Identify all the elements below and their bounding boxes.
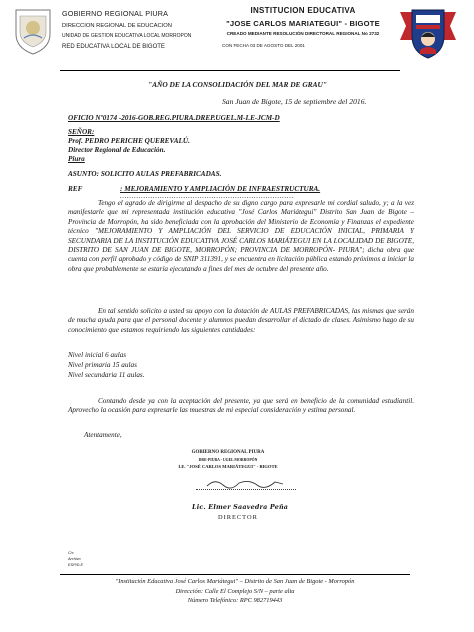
recipient-city: Piura <box>68 155 85 163</box>
school-crest-icon <box>398 6 458 62</box>
body-paragraph-2: En tal sentido solicito a usted su apoyo con la dotación de AULAS PREFABRICADAS, las mismas que serán de mucha ayuda para que el personal docente y alumnos puedan desarrollar el dictado de clases. Asimismo hago de su conocimiento que estamos requiriendo las siguientes cantidades: <box>68 307 414 334</box>
header-center-block <box>208 6 398 48</box>
oficio-number: OFICIO Nº0174 -2016-GOB.REG.PIURA.DREP.UGEL.M-I.E-JCM-D <box>68 114 280 122</box>
footer-phone: Número Telefónico: RPC 982719443 <box>187 597 283 604</box>
recipient-title: Director Regional de Educación. <box>68 146 166 154</box>
stamp-line-2: DRE-PIURA - UGEL MORROPÓN <box>198 458 258 462</box>
institution-stamp <box>148 450 308 469</box>
reference-dots: .......................................................................... <box>120 192 294 200</box>
signature-line <box>196 489 296 490</box>
stamp-line-3: I.E. "JOSÉ CARLOS MARIÁTEGUI" - BIGOTE <box>178 464 278 469</box>
initials-cc: C/c <box>68 551 74 555</box>
body-paragraph-1: Tengo el agrado de dirigirme al despacho de su digno cargo para expresarle mi cordial saludo, y; a la vez manifestarle que mi representada institución educativa "José Carlos Mariátegui" Distrito San Juan de Bigote – Provincia de Morropón, ha sido beneficiada con la aprobación del Ministerio de Economía y Finanzas el expediente técnico "MEJORAMIENTO Y AMPLIACIÓN DEL SERVICIO DE EDUCACIÓN INICIAL, PRIMARIA Y SECUNDARIA DE LA INSTITUCIÓN EDUCATIVA JOSÉ CARLOS MARIÁTEGUI EN LA LOCALIDAD DE BIGOTE, DISTRITO DE SAN JUAN DE BIGOTE, MORROPÓN; PROVINCIA DE MORROPÓN- PIURA"; dicha obra que cuenta con perfil aprobado y código de SNIP 311391, y se encuentra en licitación pública estando próximos a iniciar la obra que probablemente se estaría ejecutando a fines del mes de octubre del presente año. <box>68 199 414 273</box>
initials-archive: Archivo <box>68 557 81 561</box>
recipient-name: Prof. PEDRO PERICHE QUEREVALÚ. <box>68 137 190 145</box>
body-paragraph-3: Contando desde ya con la aceptación del presente, ya que será en beneficio de la comunidad estudiantil. Aprovecho la ocasión para expresarle las muestras de mi especial consideración y estima personal. <box>68 397 414 415</box>
header-institution-type: INSTITUCION EDUCATIVA <box>250 6 356 15</box>
initials-ref: ESP/D.E <box>68 563 83 567</box>
header-red-line: RED EDUCATIVA LOCAL DE BIGOTE <box>62 44 165 50</box>
list-item: Nivel primaria 15 aulas <box>68 361 137 369</box>
reference-label: REF <box>68 185 83 193</box>
header-divider <box>60 70 400 71</box>
list-item: Nivel secundaria 11 aulas. <box>68 371 145 379</box>
salutation-label: SEÑOR: <box>68 128 95 136</box>
stamp-line-1: GOBIERNO REGIONAL PIURA <box>191 450 265 455</box>
header-creation-date: CON FECHA 03 DE AGOSTO DEL 2001 <box>222 43 305 48</box>
year-motto: "AÑO DE LA CONSOLIDACIÓN DEL MAR DE GRAU" <box>148 80 327 89</box>
footer-address: Dirección: Calle El Complejo S/N – parte alta <box>175 588 295 595</box>
regional-government-emblem-icon <box>12 6 54 56</box>
list-item: Nivel inicial 6 aulas <box>68 351 127 359</box>
footer-divider <box>60 574 410 575</box>
footer-institution: "Institución Educativa José Carlos Mariátegui" – Distrito de San Juan de Bigote - Morropón <box>115 578 355 585</box>
subject-line: ASUNTO: SOLICITO AULAS PREFABRICADAS. <box>68 170 222 178</box>
signatory-name: Lic. Elmer Saavedra Peña <box>192 503 289 511</box>
header-creation-resolution: CREADO MEDIANTE RESOLUCIÓN DIRECTORAL REGIONAL No 2732 <box>226 31 380 36</box>
closing-line: Atentamente, <box>84 431 122 439</box>
header-dre-line: DIRECCION REGIONAL DE EDUCACION <box>62 23 172 29</box>
header-institution-name: "JOSE CARLOS MARIATEGUI" - BIGOTE <box>226 19 380 28</box>
header-gov-line: GOBIERNO REGIONAL PIURA <box>62 9 169 18</box>
header-ugel-line: UNIDAD DE GESTION EDUCATIVA LOCAL MORROPON <box>62 33 192 39</box>
reference-value: : MEJORAMIENTO Y AMPLIACIÓN DE INFRAESTRUCTURA. <box>120 185 321 193</box>
place-date: San Juan de Bigote, 15 de septiembre del 2016. <box>222 97 367 106</box>
signatory-title: DIRECTOR <box>218 514 258 521</box>
header-left-block <box>62 8 212 50</box>
signature-scribble <box>205 476 285 490</box>
